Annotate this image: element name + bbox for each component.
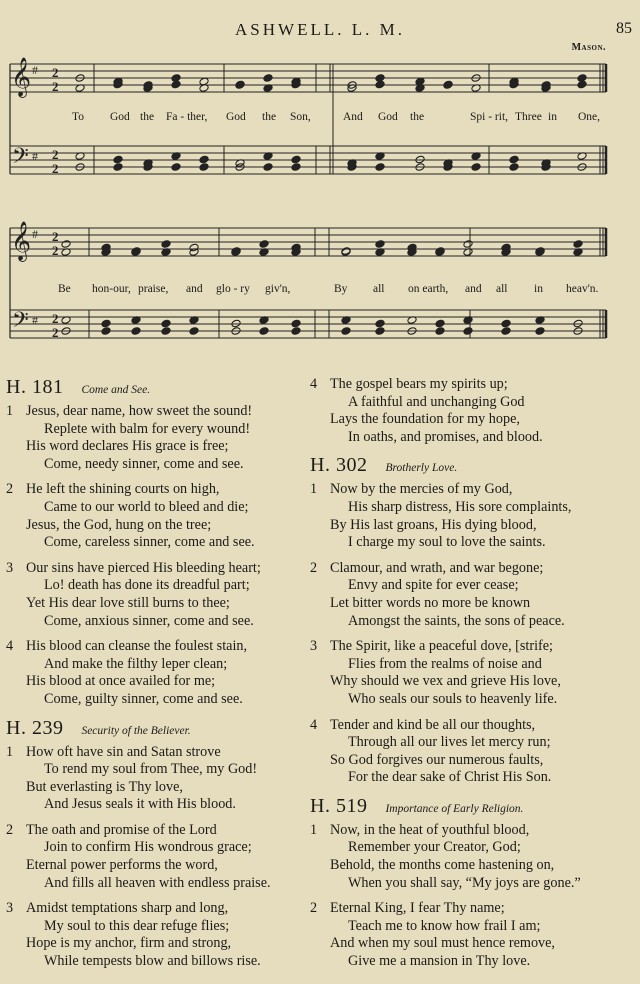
note-head (291, 319, 301, 328)
verse-line: The gospel bears my spirits up; (330, 376, 508, 392)
verse-line: Eternal King, I fear Thy name; (330, 900, 505, 917)
note-head (263, 74, 273, 83)
hymn-header (6, 717, 306, 740)
lyric-word: Son, (290, 111, 311, 123)
sharp-sign: # (32, 149, 38, 163)
note-head (199, 155, 209, 164)
verse-line: Come, guilty sinner, come and see. (44, 690, 243, 707)
verse-line: And when my soul must hence remove, (330, 935, 555, 952)
verse-line: Teach me to know how frail I am; (348, 917, 541, 934)
lyric-word: in (548, 111, 557, 123)
lyric-word: giv'n, (265, 283, 291, 295)
note-head (291, 163, 301, 172)
verse-line: Replete with balm for every wound! (44, 420, 251, 437)
verse-line: So God forgives our numerous faults, (330, 751, 544, 768)
note-head (375, 240, 385, 249)
verse-line: And make the filthy leper clean; (44, 655, 228, 672)
note-head (435, 327, 445, 336)
lyric-word: the (410, 111, 425, 123)
note-head (291, 327, 301, 336)
note-head (509, 163, 519, 172)
note-head (573, 319, 583, 328)
verse-line: His blood can cleanse the foulest stain, (26, 638, 248, 655)
note-head (535, 327, 545, 336)
stanza-number: 4 (6, 638, 14, 655)
lyric-word: glo - ry (216, 283, 250, 295)
note-head (463, 240, 473, 249)
tune-title: ASHWELL. L. M. (235, 20, 405, 39)
hymn-number: H. 239 (6, 716, 64, 739)
lyric-word: heav'n. (566, 283, 599, 295)
verse-line: My soul to this dear refuge flies; (44, 917, 230, 934)
note-head (259, 240, 269, 249)
verse-line: Come, anxious sinner, come and see. (44, 612, 254, 629)
note-head (113, 155, 123, 164)
verse-line: The Spirit, like a peaceful dove, [strife; (330, 638, 553, 655)
note-head (415, 155, 425, 164)
note-head (101, 319, 111, 328)
verse-line: Join to confirm His wondrous grace; (44, 839, 252, 856)
time-signature: 2 (52, 311, 59, 326)
lyric-word: And (343, 111, 363, 123)
lyric-word: the (140, 111, 155, 123)
lyric-word: praise, (138, 283, 169, 295)
note-head (171, 163, 181, 172)
verse-line: Tender and kind be all our thoughts, (330, 716, 536, 733)
verse-line: Jesus, dear name, how sweet the sound! (26, 403, 253, 419)
note-head (341, 327, 351, 336)
hymn-title: Brotherly Love. (385, 462, 458, 475)
verse-line: In oaths, and promises, and blood. (348, 428, 543, 445)
lyric-word: and (186, 283, 203, 295)
verse-line: To rend my soul from Thee, my God! (44, 761, 258, 778)
verse-line: Who seals our souls to heavenly life. (348, 690, 558, 707)
verse-line: And fills all heaven with endless praise. (44, 874, 271, 891)
verse-line: I charge my soul to love the saints. (348, 534, 546, 551)
stanza (6, 744, 306, 814)
verse-line: Remember your Creator, God; (348, 839, 521, 856)
lyric-word: the (262, 111, 277, 123)
verse-line: His word declares His grace is free; (26, 438, 229, 455)
stanza (310, 822, 636, 892)
time-signature: 2 (52, 243, 59, 258)
lyric-word: To (72, 111, 84, 123)
time-signature: 2 (52, 325, 59, 340)
note-head (375, 327, 385, 336)
verse-line: And Jesus seals it with His blood. (44, 796, 236, 813)
lyric-word: Fa - ther, (166, 111, 208, 123)
verse-line: Behold, the months come hastening on, (330, 857, 555, 874)
verse-line: Now by the mercies of my God, (330, 481, 513, 498)
lyric-word: hon-our, (92, 283, 131, 295)
hymn-header (310, 795, 636, 818)
bass-clef-icon: 𝄢 (12, 144, 29, 174)
bass-clef-icon: 𝄢 (12, 308, 29, 338)
note-head (113, 163, 123, 172)
stanza (310, 900, 636, 970)
note-head (199, 163, 209, 172)
sharp-sign: # (32, 63, 38, 77)
verse-line: His sharp distress, His sore complaints, (348, 498, 572, 515)
note-head (577, 80, 587, 89)
verse-line: Come, careless sinner, come and see. (44, 534, 255, 551)
lyric-word: all (373, 283, 385, 295)
note-head (189, 327, 199, 336)
verse-line: While tempests blow and billows rise. (44, 953, 261, 970)
note-head (509, 155, 519, 164)
lyric-word: Be (58, 283, 71, 295)
stanza (6, 403, 306, 473)
verse-line: The oath and promise of the Lord (26, 821, 217, 838)
hymn-header (6, 376, 306, 399)
verse-line: Eternal power performs the word, (26, 857, 218, 874)
stanza (6, 560, 306, 630)
stanza-number: 2 (310, 559, 318, 576)
note-head (443, 80, 453, 89)
stanza-number: 3 (6, 900, 14, 917)
hymn-title: Come and See. (81, 384, 151, 396)
hymn-number: H. 519 (310, 794, 368, 817)
verse-line: Give me a mansion in Thy love. (348, 953, 531, 970)
stanza (6, 481, 306, 551)
stanza (310, 376, 636, 446)
stanza (6, 900, 306, 970)
note-head (375, 163, 385, 172)
lyric-word: By (334, 283, 348, 295)
lyric-word: Spi - rit, (470, 111, 509, 123)
stanza-number: 4 (310, 376, 318, 392)
left-column (6, 376, 306, 979)
stanza (6, 822, 306, 892)
verse-line: Why should we vex and grieve His love, (330, 673, 561, 690)
sharp-sign: # (32, 227, 38, 241)
lyric-word: on earth, (408, 283, 449, 295)
note-head (573, 240, 583, 249)
right-column (310, 376, 636, 979)
hymn-title: Security of the Believer. (81, 724, 191, 737)
note-head (259, 327, 269, 336)
note-head (161, 327, 171, 336)
verse-line: How oft have sin and Satan strove (26, 743, 221, 760)
note-head (501, 319, 511, 328)
verse-line: Lays the foundation for my hope, (330, 411, 520, 428)
treble-clef-icon: 𝄞 (11, 221, 32, 261)
verse-line: Come, needy sinner, come and see. (44, 455, 244, 472)
stanza-number: 2 (310, 900, 318, 917)
note-head (235, 80, 245, 89)
hymn-title: Importance of Early Religion. (385, 802, 524, 815)
verse-line: Amidst temptations sharp and long, (26, 900, 229, 917)
verse-line: Clamour, and wrath, and war begone; (330, 559, 544, 576)
stanza (310, 481, 636, 551)
verse-line: Hope is my anchor, firm and strong, (26, 935, 232, 952)
verse-line: Came to our world to bleed and die; (44, 498, 249, 515)
verse-line: Our sins have pierced His bleeding heart; (26, 559, 261, 576)
stanza-number: 1 (6, 743, 14, 760)
hymn-number: H. 181 (6, 376, 64, 398)
stanza (6, 638, 306, 708)
verse-line: When you shall say, “My joys are gone.” (348, 874, 581, 891)
lyric-word: all (496, 283, 508, 295)
lyric-word: God (226, 111, 246, 123)
verse-line: Let bitter words no more be known (330, 594, 531, 611)
verse-line: Envy and spite for ever cease; (348, 577, 519, 594)
stanza-number: 1 (6, 403, 14, 419)
verse-line: Now, in the heat of youthful blood, (330, 821, 530, 838)
lyric-word: Three (515, 111, 542, 123)
verse-line: His blood at once availed for me; (26, 673, 216, 690)
note-head (463, 327, 473, 336)
hymn-header (310, 454, 636, 477)
note-head (263, 163, 273, 172)
stanza-number: 3 (310, 638, 318, 655)
time-signature: 2 (52, 147, 59, 162)
page-number: 85 (616, 20, 632, 37)
stanza (310, 638, 636, 708)
verse-line: He left the shining courts on high, (26, 481, 220, 498)
lyric-word: One, (578, 111, 601, 123)
stanza-number: 1 (310, 821, 318, 838)
verse-line: A faithful and unchanging God (348, 393, 525, 410)
composer-name: Mason. (571, 42, 606, 53)
stanza (310, 560, 636, 630)
note-head (131, 327, 141, 336)
verse-line: For the dear sake of Christ His Son. (348, 769, 552, 786)
note-head (161, 240, 171, 249)
verse-line: By His last groans, His dying blood, (330, 516, 537, 533)
note-head (61, 240, 71, 249)
hymn-number: H. 302 (310, 454, 368, 477)
verse-line: Through all our lives let mercy run; (348, 734, 551, 751)
stanza-number: 2 (6, 481, 14, 498)
note-head (171, 80, 181, 89)
verse-line: Amongst the saints, the sons of peace. (348, 612, 565, 629)
note-head (291, 155, 301, 164)
note-head (471, 163, 481, 172)
verse-line: Yet His dear love still burns to thee; (26, 594, 230, 611)
note-head (375, 319, 385, 328)
time-signature: 2 (52, 79, 59, 94)
lyric-word: and (465, 283, 482, 295)
stanza-number: 4 (310, 716, 318, 733)
stanza-number: 3 (6, 559, 14, 576)
music-score (0, 0, 640, 360)
stanza-number: 2 (6, 821, 14, 838)
stanza-number: 1 (310, 481, 318, 498)
note-head (501, 327, 511, 336)
lyric-word: God (110, 111, 130, 123)
verse-line: Flies from the realms of noise and (348, 655, 542, 672)
time-signature: 2 (52, 161, 59, 176)
time-signature: 2 (52, 65, 59, 80)
time-signature: 2 (52, 229, 59, 244)
note-head (231, 319, 241, 328)
verse-line: But everlasting is Thy love, (26, 778, 183, 795)
verse-line: Lo! death has done its dreadful part; (44, 577, 250, 594)
verse-line: Jesus, the God, hung on the tree; (26, 516, 212, 533)
stanza (310, 717, 636, 787)
note-head (161, 319, 171, 328)
sharp-sign: # (32, 313, 38, 327)
lyric-word: in (534, 283, 543, 295)
note-head (101, 327, 111, 336)
note-head (435, 319, 445, 328)
treble-clef-icon: 𝄞 (11, 57, 32, 97)
note-head (375, 80, 385, 89)
lyric-word: God (378, 111, 398, 123)
